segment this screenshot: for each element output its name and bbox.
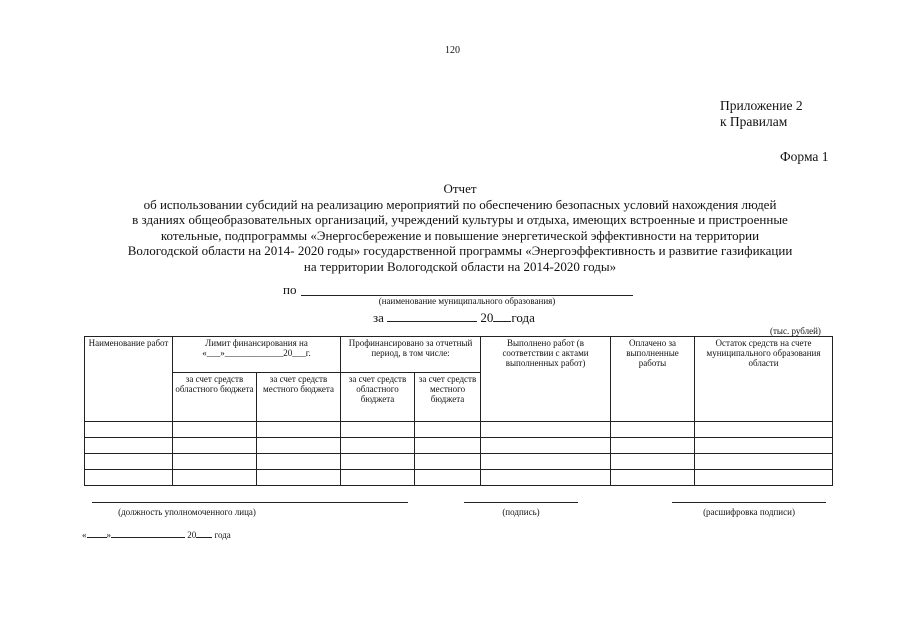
po-label: по [283,282,297,297]
position-caption: (должность уполномоченного лица) [118,507,256,517]
header-funding-limit-line-2: «___»_____________20___г. [202,348,311,358]
table-cell[interactable] [611,454,695,470]
appendix-line-1: Приложение 2 [720,98,803,113]
table-cell[interactable] [415,422,481,438]
appendix-line-2: к Правилам [720,114,788,129]
header-funding-limit [173,337,341,373]
subheader-limit-regional: за счет средств областного бюджета [173,373,257,422]
subheader-limit-local: за счет средств местного бюджета [257,373,341,422]
report-title [60,181,860,275]
table-cell[interactable] [341,422,415,438]
signature-field[interactable] [464,502,578,503]
subheader-financed-regional: за счет средств областного бюджета [341,373,415,422]
signature-caption: (подпись) [502,507,540,517]
table-cell[interactable] [173,454,257,470]
date-row [82,530,231,540]
table-cell[interactable] [415,470,481,486]
period-field[interactable] [387,321,477,322]
period-prefix: за [373,310,384,325]
table-cell[interactable] [257,422,341,438]
table-cell[interactable] [257,454,341,470]
period-row [373,310,535,326]
table-cell[interactable] [85,454,173,470]
title-line-4: котельные, подпрограммы «Энергосбережение и повышение энергетической эффективности на территории [160,227,760,243]
table-cell[interactable] [611,470,695,486]
table-row [85,422,833,438]
subheader-financed-local: за счет средств местного бюджета [415,373,481,422]
table-cell[interactable] [85,438,173,454]
period-year-prefix: 20 [480,310,494,325]
header-paid: Оплачено за выполненные работы [611,337,695,422]
header-balance: Остаток средств на счете муниципального образования области [695,337,833,422]
table-cell[interactable] [611,422,695,438]
table-row [85,438,833,454]
position-field[interactable] [92,502,408,503]
table-cell[interactable] [415,454,481,470]
decoding-caption: (расшифровка подписи) [703,507,795,517]
form-label: Форма 1 [780,149,829,164]
page-number: 120 [445,45,460,56]
table-cell[interactable] [481,454,611,470]
table-row [85,470,833,486]
table-cell[interactable] [85,470,173,486]
table-cell[interactable] [173,422,257,438]
date-open-quote: « [82,530,87,540]
title-line-2: об использовании субсидий на реализацию мероприятий по обеспечению безопасных условий нахождения людей [143,196,777,212]
table-cell[interactable] [257,470,341,486]
header-financed: Профинансировано за отчетный период, в том числе: [341,337,481,373]
table-cell[interactable] [695,454,833,470]
date-day-field[interactable] [87,537,107,538]
title-line-6: на территории Вологодской области на 2014-2020 годы» [303,258,617,274]
table-cell[interactable] [611,438,695,454]
title-line-3: в зданиях общеобразовательных организаций, учреждений культуры и отдыха, имеющих встроенные и пристроенные [132,212,788,228]
report-table [84,336,833,486]
date-suffix: года [214,530,231,540]
date-close-quote: » [106,530,111,540]
table-cell[interactable] [481,422,611,438]
table-cell[interactable] [341,454,415,470]
table-cell[interactable] [695,422,833,438]
title-line-5: Вологодской области на 2014- 2020 годы» государственной программы «Энергоэффективность и развитие газификации [127,243,793,259]
table-cell[interactable] [481,438,611,454]
table-cell[interactable] [695,470,833,486]
header-work-name: Наименование работ [85,337,173,422]
table-cell[interactable] [173,470,257,486]
title-line-1: Отчет [443,181,477,196]
table-cell[interactable] [481,470,611,486]
municipality-caption: (наименование муниципального образования) [378,296,556,306]
date-month-field[interactable] [111,537,185,538]
date-year-field[interactable] [196,537,212,538]
decoding-field[interactable] [672,502,826,503]
table-cell[interactable] [257,438,341,454]
header-funding-limit-line-1: Лимит финансирования на [205,338,308,348]
table-cell[interactable] [695,438,833,454]
table-cell[interactable] [415,438,481,454]
table-cell[interactable] [173,438,257,454]
table-cell[interactable] [85,422,173,438]
header-work-done: Выполнено работ (в соответствии с актами выполненных работ) [481,337,611,422]
units-label: (тыс. рублей) [770,326,821,336]
period-year-field[interactable] [493,321,511,322]
table-header-row [85,337,833,373]
table-cell[interactable] [341,470,415,486]
appendix-reference [720,98,803,130]
period-suffix: года [511,310,535,325]
date-year-prefix: 20 [187,530,197,540]
table-row [85,454,833,470]
table-cell[interactable] [341,438,415,454]
